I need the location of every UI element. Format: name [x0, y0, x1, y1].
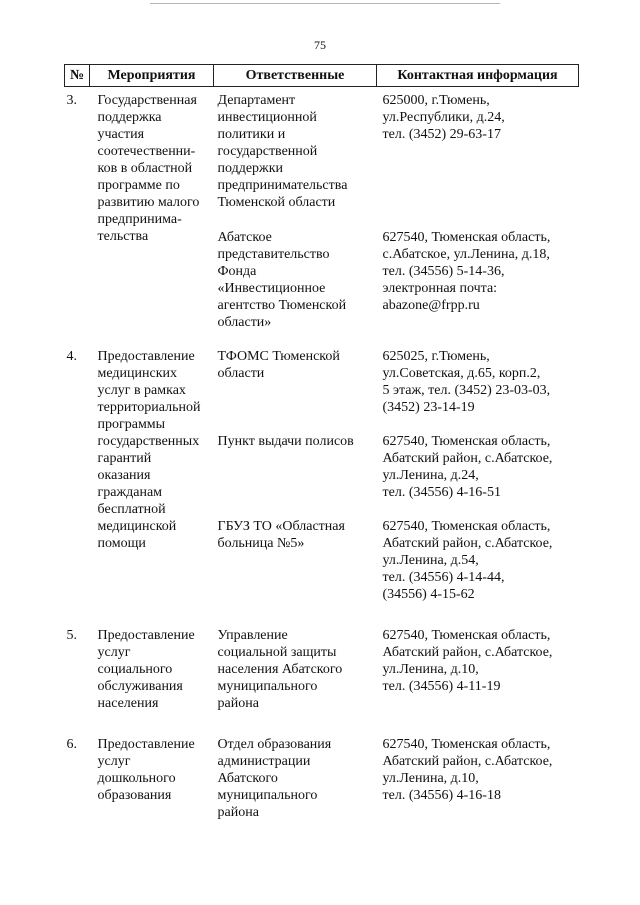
contact-cell: 625025, г.Тюмень, ул.Советская, д.65, корп.2, 5 этаж, тел. (3452) 23-03-03, (3452) 23-14-19 — [382, 349, 551, 415]
responsible-cell: Абатское представительство Фонда «Инвестиционное агентство Тюменской области» — [217, 230, 347, 330]
responsible-cell: ТФОМС Тюменской области — [217, 349, 340, 381]
activity-cell: Государственная поддержка участия соотечественни- ков в областной программе по развитию малого предпринима- тельства — [97, 93, 200, 244]
activity-cell: Предоставление услуг социального обслуживания населения — [97, 628, 195, 711]
row-number: 3. — [66, 93, 77, 108]
responsible-cell: Управление социальной защиты населения Абатского муниципального района — [217, 628, 343, 711]
page-number: 75 — [314, 38, 326, 52]
contact-cell: 627540, Тюменская область, Абатский район, с.Абатское, ул.Ленина, д.24, тел. (34556) 4-16-51 — [382, 434, 553, 500]
responsible-cell: ГБУЗ ТО «Областная больница №5» — [217, 519, 345, 551]
responsible-cell: Отдел образования администрации Абатского муниципального района — [217, 737, 332, 820]
header-contacts: Контактная информация — [377, 65, 579, 87]
table-row — [65, 331, 579, 416]
row-number: 6. — [66, 737, 77, 752]
table-row — [65, 603, 579, 712]
table-body — [65, 87, 579, 822]
table-row — [65, 87, 579, 212]
contact-cell: 625000, г.Тюмень, ул.Республики, д.24, тел. (3452) 29-63-17 — [382, 93, 505, 142]
row-number: 5. — [66, 628, 77, 643]
header-number: № — [65, 65, 90, 87]
responsible-cell: Департамент инвестиционной политики и государственной поддержки предпринимательства Тюменской области — [217, 93, 348, 210]
activity-cell: Предоставление медицинских услуг в рамках территориальной программы государственных гарантий оказания гражданам бесплатной медицинской помощи — [97, 349, 201, 551]
scan-top-rule — [150, 3, 500, 4]
header-responsible: Ответственные — [214, 65, 377, 87]
contact-cell: 627540, Тюменская область, Абатский район, с.Абатское, ул.Ленина, д.10, тел. (34556) 4-11-19 — [382, 628, 553, 694]
contact-cell: 627540, Тюменская область, Абатский район, с.Абатское, ул.Ленина, д.54, тел. (34556) 4-14-44, (34556) 4-15-62 — [382, 519, 553, 602]
table-row — [65, 712, 579, 821]
contact-cell: 627540, Тюменская область, с.Абатское, ул.Ленина, д.18, тел. (34556) 5-14-36, электронная почта: abazone@frpp.ru — [382, 230, 551, 313]
activity-cell: Предоставление услуг дошкольного образования — [97, 737, 195, 803]
row-number: 4. — [66, 349, 77, 364]
header-activities: Мероприятия — [90, 65, 214, 87]
services-table — [64, 64, 579, 821]
table-header-row — [65, 65, 579, 87]
contact-cell: 627540, Тюменская область, Абатский район, с.Абатское, ул.Ленина, д.10, тел. (34556) 4-16-18 — [382, 737, 553, 803]
responsible-cell: Пункт выдачи полисов — [217, 434, 354, 449]
